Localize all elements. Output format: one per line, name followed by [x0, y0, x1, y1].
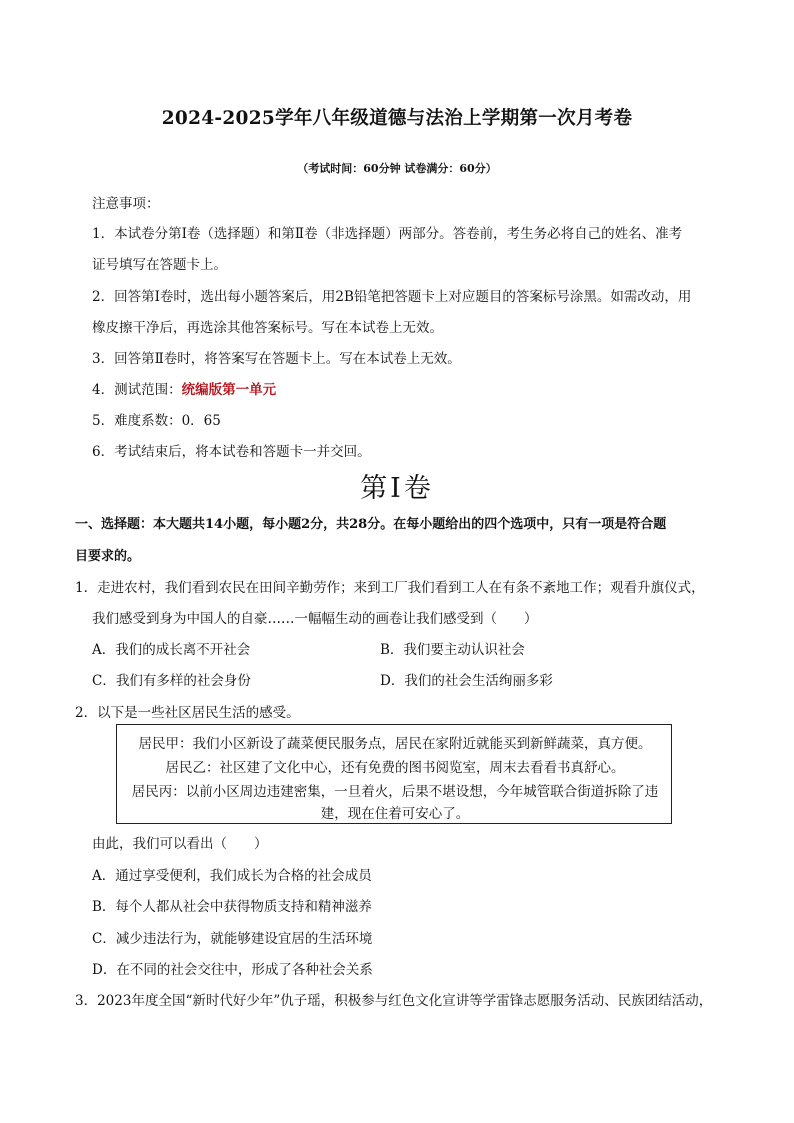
q2-stem: 2．以下是一些社区居民生活的感受。	[75, 705, 300, 721]
note-6: 6．考试结束后，将本试卷和答题卡一并交回。	[92, 444, 371, 460]
note-1-line-1: 1．本试卷分第Ⅰ卷（选择题）和第Ⅱ卷（非选择题）两部分。答卷前，考生务必将自己的姓名、准考	[92, 226, 683, 242]
quote-resident-a: 居民甲：我们小区新设了蔬菜便民服务点，居民在家附近就能买到新鲜蔬菜，真方便。	[138, 736, 652, 752]
q2-option-d[interactable]: D．在不同的社会交往中，形成了各种社会关系	[92, 962, 373, 978]
section-instructions-line-1: 一、选择题：本大题共14小题，每小题2分，共28分。在每小题给出的四个选项中，只有一项是符合题	[75, 517, 667, 532]
quote-resident-c-line-2: 建，现在住着可安心了。	[320, 806, 470, 822]
quote-resident-c-line-1: 居民丙：以前小区周边违建密集，一旦着火，后果不堪设想，今年城管联合街道拆除了违	[131, 784, 659, 800]
q2-option-b[interactable]: B．每个人都从社会中获得物质支持和精神滋养	[92, 899, 372, 915]
note-4	[92, 378, 276, 398]
q1-option-c[interactable]: C．我们有多样的社会身份	[92, 673, 251, 689]
exam-info: （考试时间：60分钟 试卷满分：60分）	[297, 162, 497, 175]
note-2-line-2: 橡皮擦干净后，再选涂其他答案标号。写在本试卷上无效。	[92, 320, 443, 336]
section-instructions-line-2: 目要求的。	[75, 549, 141, 564]
q1-stem-line-1: 1．走进农村，我们看到农民在田间辛勤劳作；来到工厂我们看到工人在有条不紊地工作；观看升旗仪式，	[75, 580, 705, 596]
note-1-line-2: 证号填写在答题卡上。	[92, 257, 227, 273]
q1-option-b[interactable]: B．我们要主动认识社会	[380, 642, 525, 658]
note-4-label: 4．测试范围：	[92, 382, 182, 398]
q2-option-a[interactable]: A．通过享受便利，我们成长为合格的社会成员	[92, 868, 372, 884]
quote-resident-b: 居民乙：社区建了文化中心，还有免费的图书阅览室，周末去看看书真舒心。	[165, 760, 625, 776]
test-scope: 统编版第一单元	[181, 382, 277, 398]
section-title: 第Ⅰ卷	[360, 473, 434, 504]
q3-stem-line-1: 3．2023年度全国“新时代好少年”仇子瑶，积极参与红色文化宣讲等学雷锋志愿服务活动、民族团结活动，	[75, 993, 713, 1009]
note-3: 3．回答第Ⅱ卷时，将答案写在答题卡上。写在本试卷上无效。	[92, 351, 461, 367]
note-5: 5．难度系数：0．65	[92, 413, 221, 429]
q1-option-a[interactable]: A．我们的成长离不开社会	[92, 642, 251, 658]
note-2-line-1: 2．回答第Ⅰ卷时，选出每小题答案后，用2B铅笔把答题卡上对应题目的答案标号涂黑。如需改动，用	[92, 289, 692, 305]
q2-prompt: 由此，我们可以看出（ ）	[92, 836, 268, 852]
resident-quotes-box	[116, 724, 672, 824]
notes-heading: 注意事项：	[92, 196, 160, 212]
q1-stem-line-2: 我们感受到身为中国人的自豪……一幅幅生动的画卷让我们感受到（ ）	[92, 611, 538, 627]
q2-option-c[interactable]: C．减少违法行为，就能够建设宜居的生活环境	[92, 931, 373, 947]
page-title: 2024-2025学年八年级道德与法治上学期第一次月考卷	[161, 108, 633, 129]
q1-option-d[interactable]: D．我们的社会生活绚丽多彩	[380, 673, 553, 689]
